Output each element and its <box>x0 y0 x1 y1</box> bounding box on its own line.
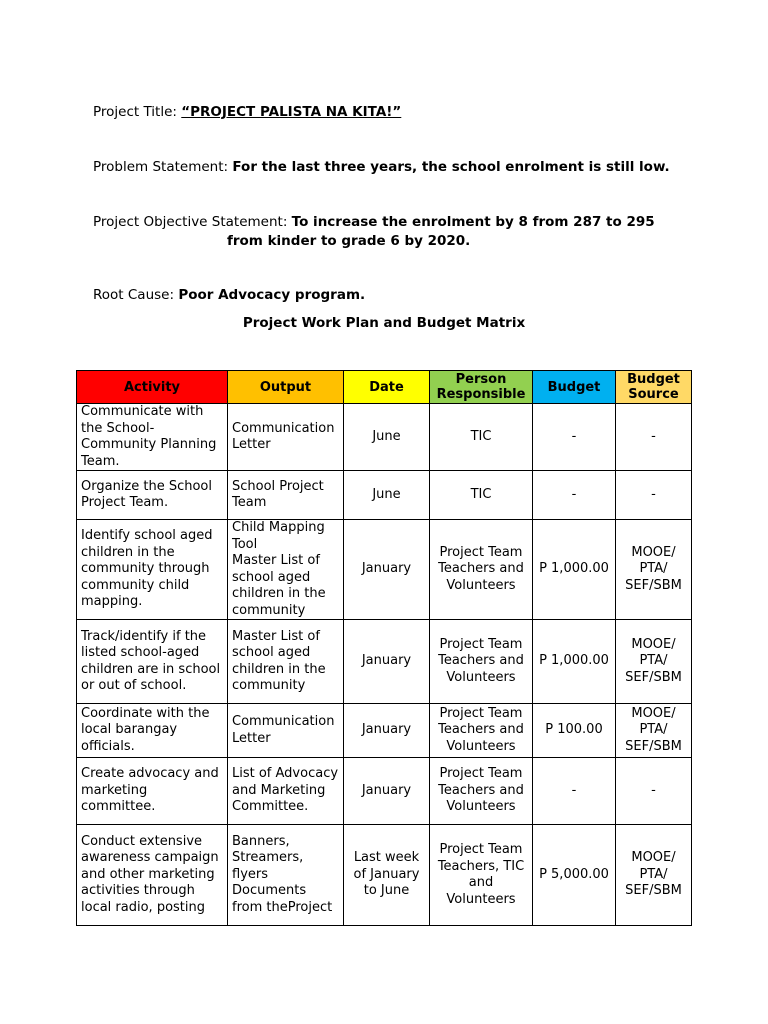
table-row <box>77 758 692 825</box>
cell-person: TIC <box>430 471 533 520</box>
cell-budget: P 5,000.00 <box>533 825 616 926</box>
objective-label: Project Objective Statement: <box>93 214 292 230</box>
cell-date: June <box>344 471 430 520</box>
table-row <box>77 825 692 926</box>
cell-person: Project Team Teachers and Volunteers <box>430 620 533 704</box>
cell-person: Project Team Teachers, TIC and Volunteers <box>430 825 533 926</box>
table-row <box>77 404 692 471</box>
problem-statement-label: Problem Statement: <box>93 159 233 175</box>
problem-statement-line <box>93 159 670 176</box>
table-row <box>77 620 692 704</box>
matrix-title: Project Work Plan and Budget Matrix <box>242 315 526 331</box>
cell-person: Project Team Teachers and Volunteers <box>430 758 533 825</box>
table-header-row <box>77 371 692 404</box>
cell-budget: P 100.00 <box>533 704 616 758</box>
objective-value-line2: from kinder to grade 6 by 2020. <box>227 233 471 249</box>
cell-date: January <box>344 620 430 704</box>
cell-activity: Conduct extensive awareness campaign and other marketing activities through local radio, posting <box>77 825 228 926</box>
header-budget-source: Budget Source <box>616 371 692 404</box>
cell-person: TIC <box>430 404 533 471</box>
cell-source: - <box>616 404 692 471</box>
header-budget: Budget <box>533 371 616 404</box>
cell-date: June <box>344 404 430 471</box>
cell-output: Communication Letter <box>228 404 344 471</box>
cell-output: Communication Letter <box>228 704 344 758</box>
table-row <box>77 471 692 520</box>
cell-source: MOOE/ PTA/ SEF/SBM <box>616 825 692 926</box>
cell-budget: P 1,000.00 <box>533 520 616 620</box>
cell-activity: Create advocacy and marketing committee. <box>77 758 228 825</box>
table-row <box>77 520 692 620</box>
cell-activity: Identify school aged children in the community through community child mapping. <box>77 520 228 620</box>
cell-activity: Coordinate with the local barangay officials. <box>77 704 228 758</box>
cell-output: List of Advocacy and Marketing Committee. <box>228 758 344 825</box>
header-date: Date <box>344 371 430 404</box>
cell-budget: P 1,000.00 <box>533 620 616 704</box>
cell-output: Banners, Streamers, flyers Documents from theProject <box>228 825 344 926</box>
cell-output: Child Mapping Tool Master List of school aged children in the community <box>228 520 344 620</box>
cell-source: MOOE/ PTA/ SEF/SBM <box>616 704 692 758</box>
cell-date: January <box>344 520 430 620</box>
objective-line <box>93 214 655 231</box>
cell-date: January <box>344 704 430 758</box>
root-cause-value: Poor Advocacy program. <box>178 287 366 303</box>
cell-source: - <box>616 471 692 520</box>
cell-activity: Track/identify if the listed school-aged children are in school or out of school. <box>77 620 228 704</box>
root-cause-line <box>93 287 365 304</box>
cell-output: School Project Team <box>228 471 344 520</box>
project-title-value: “PROJECT PALISTA NA KITA!” <box>181 104 402 120</box>
project-title-line <box>93 104 401 121</box>
cell-source: MOOE/ PTA/ SEF/SBM <box>616 620 692 704</box>
header-activity: Activity <box>77 371 228 404</box>
cell-source: MOOE/ PTA/ SEF/SBM <box>616 520 692 620</box>
project-title-label: Project Title: <box>93 104 182 120</box>
cell-budget: - <box>533 471 616 520</box>
objective-line-2 <box>227 233 470 250</box>
cell-date: Last week of January to June <box>344 825 430 926</box>
problem-statement-value: For the last three years, the school enrolment is still low. <box>232 159 670 175</box>
root-cause-label: Root Cause: <box>93 287 179 303</box>
cell-budget: - <box>533 404 616 471</box>
cell-person: Project Team Teachers and Volunteers <box>430 704 533 758</box>
header-output: Output <box>228 371 344 404</box>
cell-output: Master List of school aged children in the community <box>228 620 344 704</box>
cell-person: Project Team Teachers and Volunteers <box>430 520 533 620</box>
objective-value-line1: To increase the enrolment by 8 from 287 to 295 <box>291 214 655 230</box>
header-person-responsible: Person Responsible <box>430 371 533 404</box>
cell-activity: Communicate with the School-Community Planning Team. <box>77 404 228 471</box>
work-plan-budget-table <box>76 370 692 926</box>
table-row <box>77 704 692 758</box>
cell-date: January <box>344 758 430 825</box>
cell-budget: - <box>533 758 616 825</box>
cell-activity: Organize the School Project Team. <box>77 471 228 520</box>
cell-source: - <box>616 758 692 825</box>
